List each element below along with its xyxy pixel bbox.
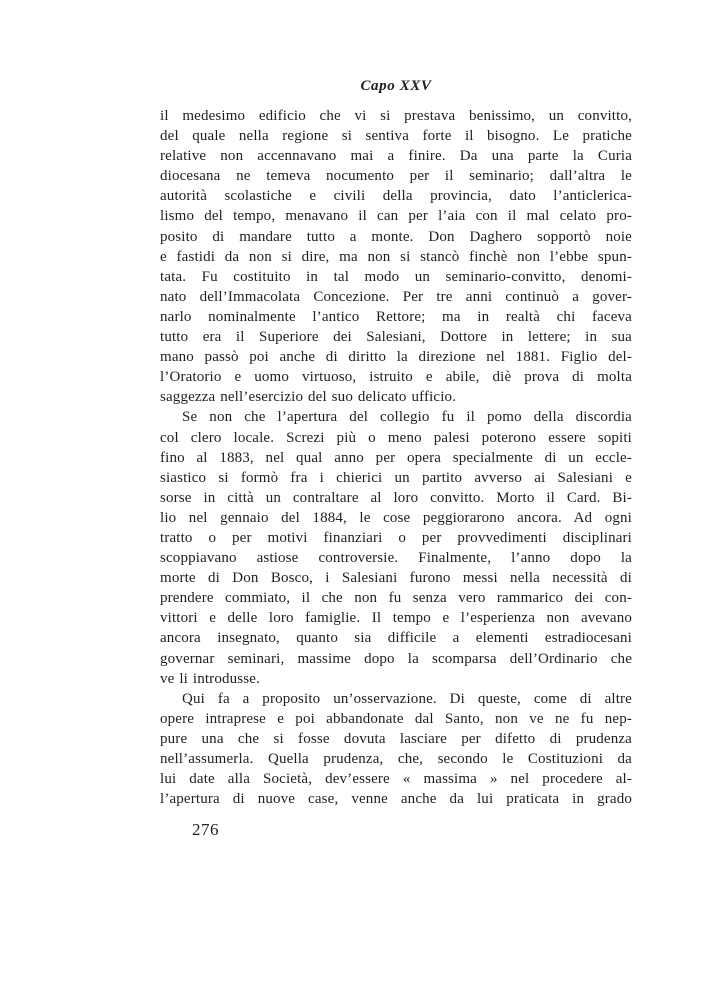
text-line: nell’assumerla. Quella prudenza, che, secondo le Costituzioni da <box>160 751 632 767</box>
text-block <box>160 106 632 809</box>
text-line: tata. Fu costituito in tal modo un seminario-convitto, denomi- <box>160 268 632 285</box>
text-line: del quale nella regione si sentiva forte il bisogno. Le pratiche <box>160 128 632 145</box>
text-line: siastico si formò fra i chierici un partito avverso ai Salesiani e <box>160 469 632 486</box>
text-line: sorse in città un contraltare al loro convitto. Morto il Card. Bi- <box>160 489 632 506</box>
text-line: morte di Don Bosco, i Salesiani furono messi nella necessità di <box>160 570 632 587</box>
text-line: l’apertura di nuove case, venne anche da lui praticata in grado <box>160 791 632 808</box>
text-line: narlo nominalmente l’antico Rettore; ma in realtà chi faceva <box>160 308 632 325</box>
text-line: tutto era il Superiore dei Salesiani, Dottore in lettere; in sua <box>160 329 632 346</box>
text-line: lio nel gennaio del 1884, le cose peggiorarono ancora. Ad ogni <box>160 509 632 526</box>
text-line: tratto o per motivi finanziari o per provvedimenti disciplinari <box>160 529 632 546</box>
text-line: opere intraprese e poi abbandonate dal Santo, non ve ne fu nep- <box>160 710 632 727</box>
text-line: autorità scolastiche e civili della provincia, dato l’anticlerica- <box>160 188 632 205</box>
text-line: Qui fa a proposito un’osservazione. Di queste, come di altre <box>182 690 632 707</box>
text-line: relative non accennavano mai a finire. Da una parte la Curia <box>160 148 632 165</box>
text-line: ancora insegnato, quanto sia difficile a elementi estradiocesani <box>160 630 632 647</box>
text-line: e fastidi da non si dire, ma non si stancò finchè non l’ebbe spun- <box>160 248 632 265</box>
text-line: vittori e delle loro famiglie. Il tempo e l’esperienza non avevano <box>160 610 632 627</box>
text-line: l’Oratorio e uomo virtuoso, istruito e abile, diè prova di molta <box>160 369 632 386</box>
text-line: nato dell’Immacolata Concezione. Per tre anni continuò a gover- <box>160 288 632 305</box>
text-line: Se non che l’apertura del collegio fu il pomo della discordia <box>182 409 632 426</box>
text-line: ve li introdusse. <box>160 670 260 687</box>
text-line: saggezza nell’esercizio del suo delicato ufficio. <box>160 389 457 406</box>
text-line: scoppiavano astiose controversie. Finalmente, l’anno dopo la <box>160 550 632 567</box>
page-number: 276 <box>192 820 219 839</box>
text-line: mano passò poi anche di diritto la direzione nel 1881. Figlio del- <box>160 349 632 366</box>
text-line: lui date alla Società, dev’essere « massima » nel procedere al- <box>160 771 632 788</box>
chapter-header: Capo XXV <box>360 78 432 94</box>
text-line: diocesana ne temeva nocumento per il seminario; dall’altra le <box>160 168 632 185</box>
text-line: posito di mandare tutto a monte. Don Daghero sopportò noie <box>160 228 632 245</box>
text-line: pure una che si fosse dovuta lasciare per difetto di prudenza <box>160 730 632 747</box>
text-line: col clero locale. Screzi più o meno palesi poterono essere sopiti <box>160 429 632 446</box>
text-line: lismo del tempo, menavano il can per l’aia con il mal celato pro- <box>160 208 632 225</box>
text-line: il medesimo edificio che vi si prestava benissimo, un convitto, <box>160 108 632 124</box>
text-line: fino al 1883, nel qual anno per opera specialmente di un eccle- <box>160 449 632 466</box>
text-line: governar seminari, massime dopo la scomparsa dell’Ordinario che <box>160 650 632 667</box>
text-line: prendere commiato, il che non fu senza vero rammarico dei con- <box>160 590 632 607</box>
